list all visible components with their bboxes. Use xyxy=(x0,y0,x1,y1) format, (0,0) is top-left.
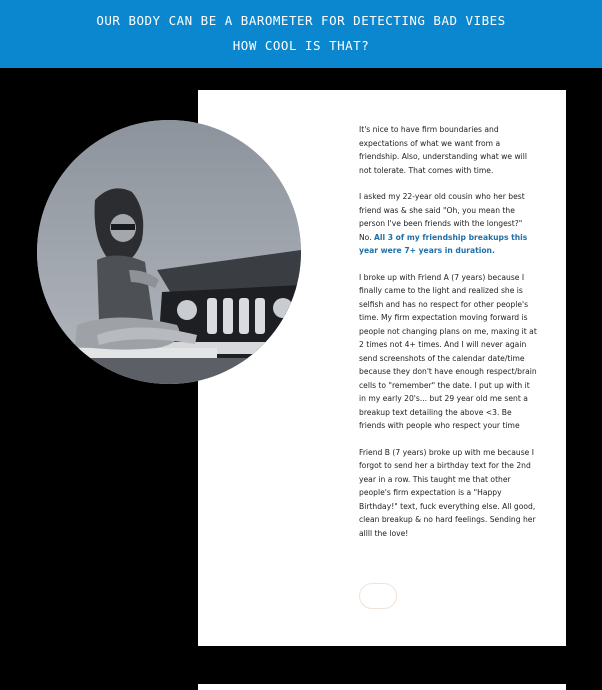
article-text xyxy=(359,123,537,553)
person-on-jeep-photo xyxy=(37,120,301,384)
cousin-quote: I asked my 22-year old cousin who her best friend was & she said "Oh, you mean the person I've been friends with the longest?" xyxy=(359,192,525,228)
breakup-highlight: All 3 of my friendship breakups this year were 7+ years in duration. xyxy=(359,232,528,255)
banner-line-2: HOW COOL IS THAT? xyxy=(232,38,370,53)
article-photo xyxy=(37,120,301,384)
paragraph-friend-b: Friend B (7 years) broke up with me because I forgot to send her a birthday text for the 2nd year in a row. This taught me that other people's firm expectation is a "Happy Birthday!" text, fuck everything else. All good, clean breakup & no hard feelings. Sending her allll the love! xyxy=(359,447,536,538)
paragraph-boundaries: It's nice to have firm boundaries and expectations of what we want from a friendship. Also, understanding what we will not tolerate. That comes with time. xyxy=(359,125,527,175)
next-card xyxy=(198,684,566,690)
paragraph-friend-a: I broke up with Friend A (7 years) because I finally came to the light and realized she is selfish and has no respect for other people's time. My firm expectation moving forward is people not changing plans on me, maxing it at 2 times not 4+ times. And I will never again send screenshots of the calendar date/time because they don't have enough respect/brain cells to "remember" the date. I put up with it in my early 20's... but 29 year old me sent a breakup text detailing the above <3. Be friends with people who respect your time xyxy=(359,272,537,430)
quote-banner xyxy=(0,0,602,68)
pill-button[interactable] xyxy=(359,583,397,609)
no-prefix: No. xyxy=(359,232,375,242)
banner-line-1: OUR BODY CAN BE A BAROMETER FOR DETECTING BAD VIBES xyxy=(96,13,506,28)
paragraph-cousin xyxy=(359,190,537,258)
